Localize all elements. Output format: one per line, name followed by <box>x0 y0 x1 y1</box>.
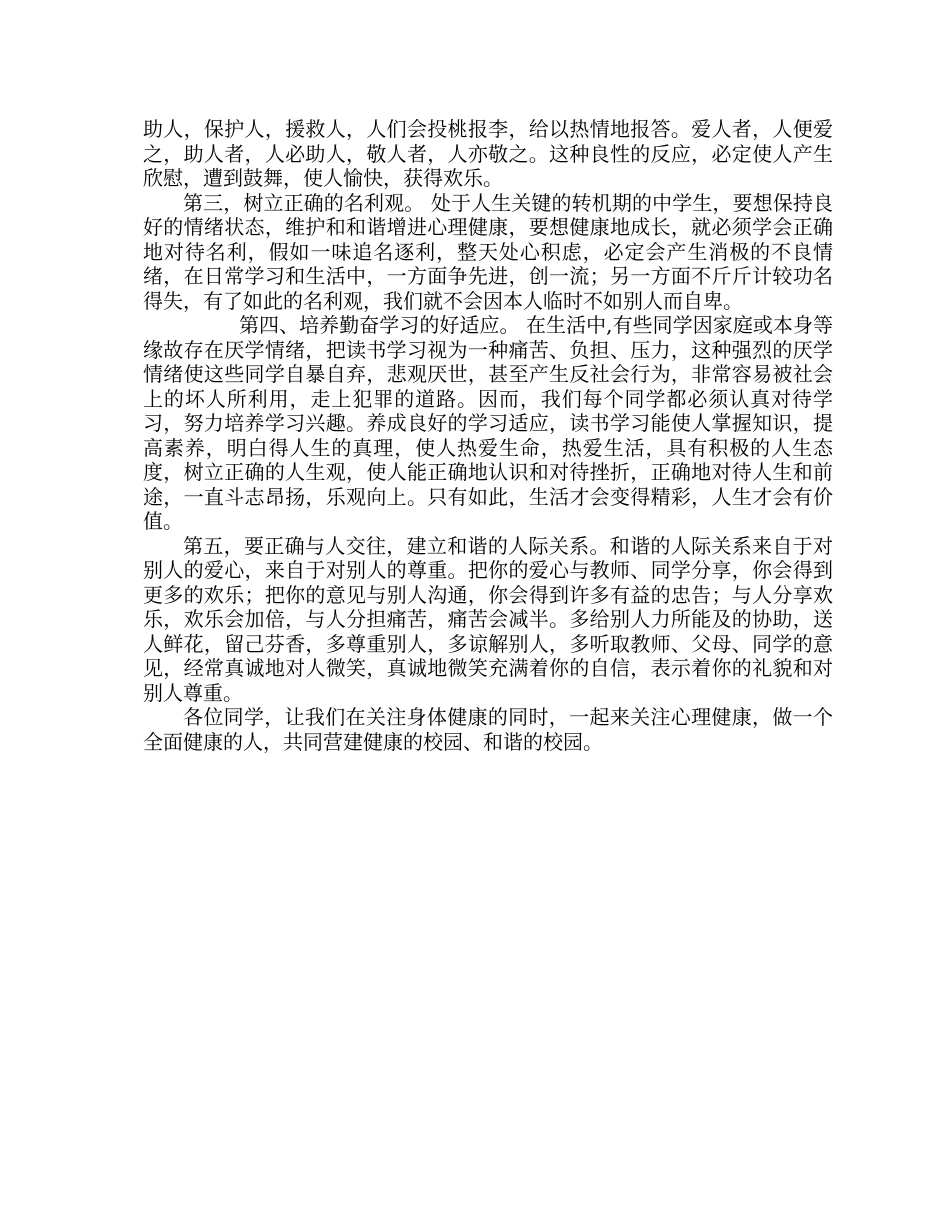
paragraph-continuation: 助人，保护人，援救人，人们会投桃报李，给以热情地报答。爱人者，人便爱之，助人者，人必助人，敬人者，人亦敬之。这种良性的反应，必定使人产生欣慰，遭到鼓舞，使人愉快，获得欢乐。 <box>143 117 833 190</box>
document-body <box>143 117 833 754</box>
paragraph-conclusion: 各位同学，让我们在关注身体健康的同时，一起来关注心理健康，做一个全面健康的人，共同营建健康的校园、和谐的校园。 <box>143 705 833 754</box>
paragraph-fourth-point: 第四、培养勤奋学习的好适应。 在生活中,有些同学因家庭或本身等缘故存在厌学情绪，把读书学习视为一种痛苦、负担、压力，这种强烈的厌学情绪使这些同学自暴自弃，悲观厌世，甚至产生反社会行为，非常容易被社会上的坏人所利用，走上犯罪的道路。因而，我们每个同学都必须认真对待学习，努力培养学习兴趣。养成良好的学习适应，读书学习能使人掌握知识，提高素养，明白得人生的真理，使人热爱生命，热爱生活，具有积极的人生态度，树立正确的人生观，使人能正确地认识和对待挫折，正确地对待人生和前途，一直斗志昂扬，乐观向上。只有如此，生活才会变得精彩，人生才会有价值。 <box>143 313 833 533</box>
paragraph-fifth-point: 第五，要正确与人交往，建立和谐的人际关系。和谐的人际关系来自于对别人的爱心，来自于对别人的尊重。把你的爱心与教师、同学分享，你会得到更多的欢乐；把你的意见与别人沟通，你会得到许多有益的忠告；与人分享欢乐，欢乐会加倍，与人分担痛苦，痛苦会减半。多给别人力所能及的协助，送人鲜花，留己芬香，多尊重别人，多谅解别人，多听取教师、父母、同学的意见，经常真诚地对人微笑，真诚地微笑充满着你的自信，表示着你的礼貌和对别人尊重。 <box>143 533 833 705</box>
paragraph-third-point: 第三，树立正确的名利观。 处于人生关键的转机期的中学生，要想保持良好的情绪状态，维护和和谐增进心理健康，要想健康地成长，就必须学会正确地对待名利，假如一味追名逐利，整天处心积虑，必定会产生消极的不良情绪，在日常学习和生活中，一方面争先进，创一流；另一方面不斤斤计较功名得失，有了如此的名利观，我们就不会因本人临时不如别人而自卑。 <box>143 190 833 313</box>
